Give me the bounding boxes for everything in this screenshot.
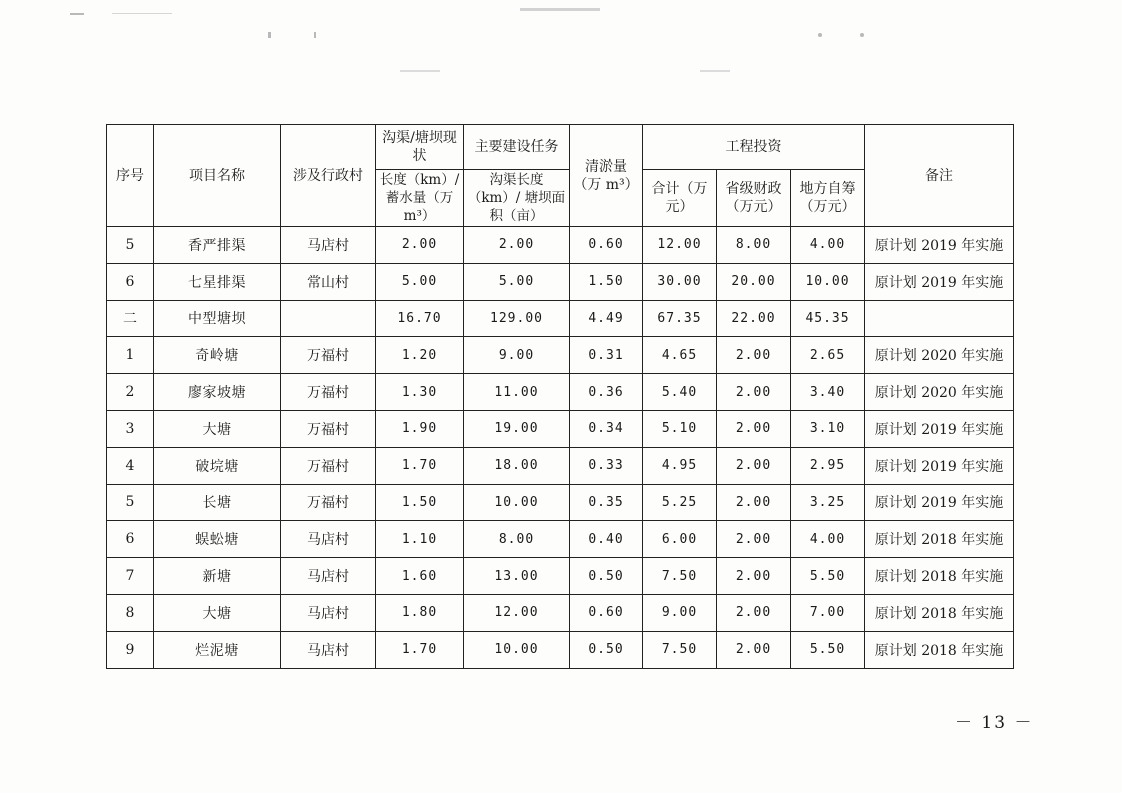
cell-invest-local: 4.00 <box>791 227 865 264</box>
table-body <box>107 227 1014 669</box>
cell-status: 2.00 <box>376 227 464 264</box>
table-row <box>107 521 1014 558</box>
cell-task: 13.00 <box>464 558 570 595</box>
cell-invest-total: 4.95 <box>643 447 717 484</box>
header-remark: 备注 <box>865 125 1014 227</box>
cell-invest-total: 9.00 <box>643 594 717 631</box>
cell-invest-total: 12.00 <box>643 227 717 264</box>
cell-invest-province: 20.00 <box>717 263 791 300</box>
cell-dredge: 0.34 <box>570 410 643 447</box>
cell-project-name: 大塘 <box>154 594 281 631</box>
header-investment-group: 工程投资 <box>643 125 865 170</box>
cell-status: 1.30 <box>376 374 464 411</box>
cell-village: 马店村 <box>281 521 376 558</box>
cell-village: 万福村 <box>281 447 376 484</box>
cell-invest-province: 2.00 <box>717 374 791 411</box>
table-row <box>107 410 1014 447</box>
cell-status: 1.80 <box>376 594 464 631</box>
cell-task: 10.00 <box>464 484 570 521</box>
scan-artifact <box>520 8 600 11</box>
cell-invest-province: 2.00 <box>717 410 791 447</box>
table-row <box>107 374 1014 411</box>
cell-dredge: 0.60 <box>570 594 643 631</box>
cell-invest-local: 3.40 <box>791 374 865 411</box>
header-task-sub: 沟渠长度（km）/ 塘坝面积（亩） <box>464 170 570 227</box>
cell-remark: 原计划 2018 年实施 <box>865 558 1014 595</box>
page-number: － 13 － <box>955 713 1034 733</box>
table-row <box>107 484 1014 521</box>
cell-seq: 9 <box>107 631 154 668</box>
cell-invest-total: 30.00 <box>643 263 717 300</box>
cell-invest-province: 2.00 <box>717 484 791 521</box>
cell-village: 马店村 <box>281 227 376 264</box>
scan-artifact <box>70 13 84 15</box>
cell-task: 10.00 <box>464 631 570 668</box>
cell-dredge: 0.36 <box>570 374 643 411</box>
cell-project-name: 七星排渠 <box>154 263 281 300</box>
cell-dredge: 0.50 <box>570 631 643 668</box>
cell-invest-total: 67.35 <box>643 300 717 337</box>
cell-project-name: 破垸塘 <box>154 447 281 484</box>
cell-remark: 原计划 2019 年实施 <box>865 447 1014 484</box>
cell-dredge: 0.40 <box>570 521 643 558</box>
cell-remark: 原计划 2020 年实施 <box>865 374 1014 411</box>
cell-project-name: 蜈蚣塘 <box>154 521 281 558</box>
scan-artifact <box>860 33 864 37</box>
cell-invest-total: 4.65 <box>643 337 717 374</box>
cell-task: 5.00 <box>464 263 570 300</box>
cell-dredge: 0.60 <box>570 227 643 264</box>
table-row <box>107 227 1014 264</box>
cell-seq: 6 <box>107 521 154 558</box>
cell-seq: 1 <box>107 337 154 374</box>
cell-invest-local: 10.00 <box>791 263 865 300</box>
scan-artifact <box>268 32 271 38</box>
cell-invest-province: 8.00 <box>717 227 791 264</box>
header-status-group: 沟渠/塘坝现状 <box>376 125 464 170</box>
cell-invest-total: 5.40 <box>643 374 717 411</box>
cell-invest-province: 2.00 <box>717 521 791 558</box>
cell-invest-province: 2.00 <box>717 558 791 595</box>
header-invest-total: 合计（万元） <box>643 170 717 227</box>
cell-invest-local: 5.50 <box>791 558 865 595</box>
cell-village <box>281 300 376 337</box>
cell-project-name: 廖家坡塘 <box>154 374 281 411</box>
scan-artifact <box>400 70 440 72</box>
cell-invest-local: 45.35 <box>791 300 865 337</box>
cell-dredge: 0.50 <box>570 558 643 595</box>
header-dredge: 清淤量（万 m³） <box>570 125 643 227</box>
cell-remark: 原计划 2018 年实施 <box>865 594 1014 631</box>
scan-artifact <box>700 70 730 72</box>
cell-status: 5.00 <box>376 263 464 300</box>
header-status-sub: 长度（km）/蓄水量（万 m³） <box>376 170 464 227</box>
header-invest-province: 省级财政（万元） <box>717 170 791 227</box>
cell-invest-local: 4.00 <box>791 521 865 558</box>
cell-project-name: 奇岭塘 <box>154 337 281 374</box>
cell-project-name: 烂泥塘 <box>154 631 281 668</box>
cell-task: 18.00 <box>464 447 570 484</box>
project-investment-table <box>106 124 1014 669</box>
cell-seq: 5 <box>107 227 154 264</box>
cell-invest-local: 2.95 <box>791 447 865 484</box>
cell-task: 8.00 <box>464 521 570 558</box>
cell-status: 1.60 <box>376 558 464 595</box>
header-invest-local: 地方自筹（万元） <box>791 170 865 227</box>
cell-task: 19.00 <box>464 410 570 447</box>
cell-task: 2.00 <box>464 227 570 264</box>
cell-remark: 原计划 2019 年实施 <box>865 484 1014 521</box>
cell-status: 1.10 <box>376 521 464 558</box>
cell-invest-province: 2.00 <box>717 631 791 668</box>
header-seq: 序号 <box>107 125 154 227</box>
cell-remark: 原计划 2019 年实施 <box>865 227 1014 264</box>
cell-village: 万福村 <box>281 374 376 411</box>
cell-village: 马店村 <box>281 594 376 631</box>
cell-remark: 原计划 2018 年实施 <box>865 521 1014 558</box>
cell-invest-local: 5.50 <box>791 631 865 668</box>
cell-task: 9.00 <box>464 337 570 374</box>
cell-invest-local: 7.00 <box>791 594 865 631</box>
cell-invest-total: 6.00 <box>643 521 717 558</box>
cell-invest-local: 3.25 <box>791 484 865 521</box>
cell-project-name: 中型塘坝 <box>154 300 281 337</box>
cell-remark: 原计划 2020 年实施 <box>865 337 1014 374</box>
table-header <box>107 125 1014 227</box>
cell-seq: 6 <box>107 263 154 300</box>
scan-artifact <box>112 13 172 14</box>
table-row <box>107 447 1014 484</box>
cell-invest-province: 2.00 <box>717 594 791 631</box>
cell-invest-local: 3.10 <box>791 410 865 447</box>
cell-remark: 原计划 2018 年实施 <box>865 631 1014 668</box>
cell-invest-total: 7.50 <box>643 558 717 595</box>
cell-status: 1.90 <box>376 410 464 447</box>
table-row <box>107 594 1014 631</box>
cell-status: 16.70 <box>376 300 464 337</box>
cell-village: 万福村 <box>281 484 376 521</box>
cell-task: 129.00 <box>464 300 570 337</box>
cell-project-name: 香严排渠 <box>154 227 281 264</box>
cell-status: 1.70 <box>376 447 464 484</box>
cell-invest-province: 22.00 <box>717 300 791 337</box>
cell-seq: 5 <box>107 484 154 521</box>
cell-dredge: 0.31 <box>570 337 643 374</box>
scan-artifact <box>314 32 316 38</box>
header-task-group: 主要建设任务 <box>464 125 570 170</box>
cell-remark: 原计划 2019 年实施 <box>865 410 1014 447</box>
cell-invest-total: 7.50 <box>643 631 717 668</box>
cell-invest-total: 5.25 <box>643 484 717 521</box>
cell-remark <box>865 300 1014 337</box>
cell-status: 1.70 <box>376 631 464 668</box>
table-row <box>107 300 1014 337</box>
cell-task: 12.00 <box>464 594 570 631</box>
cell-seq: 7 <box>107 558 154 595</box>
cell-village: 万福村 <box>281 337 376 374</box>
cell-dredge: 4.49 <box>570 300 643 337</box>
cell-village: 马店村 <box>281 631 376 668</box>
cell-project-name: 长塘 <box>154 484 281 521</box>
cell-project-name: 新塘 <box>154 558 281 595</box>
cell-status: 1.50 <box>376 484 464 521</box>
cell-invest-province: 2.00 <box>717 447 791 484</box>
cell-project-name: 大塘 <box>154 410 281 447</box>
table-row <box>107 558 1014 595</box>
table-row <box>107 263 1014 300</box>
cell-village: 马店村 <box>281 558 376 595</box>
cell-village: 万福村 <box>281 410 376 447</box>
cell-seq: 3 <box>107 410 154 447</box>
scan-artifact <box>818 33 822 37</box>
cell-dredge: 0.33 <box>570 447 643 484</box>
table-row <box>107 631 1014 668</box>
header-village: 涉及行政村 <box>281 125 376 227</box>
cell-village: 常山村 <box>281 263 376 300</box>
cell-status: 1.20 <box>376 337 464 374</box>
header-project-name: 项目名称 <box>154 125 281 227</box>
cell-seq: 8 <box>107 594 154 631</box>
cell-seq: 4 <box>107 447 154 484</box>
cell-dredge: 0.35 <box>570 484 643 521</box>
cell-invest-local: 2.65 <box>791 337 865 374</box>
cell-invest-total: 5.10 <box>643 410 717 447</box>
table-row <box>107 337 1014 374</box>
cell-remark: 原计划 2019 年实施 <box>865 263 1014 300</box>
cell-dredge: 1.50 <box>570 263 643 300</box>
cell-task: 11.00 <box>464 374 570 411</box>
cell-invest-province: 2.00 <box>717 337 791 374</box>
cell-seq: 二 <box>107 300 154 337</box>
cell-seq: 2 <box>107 374 154 411</box>
